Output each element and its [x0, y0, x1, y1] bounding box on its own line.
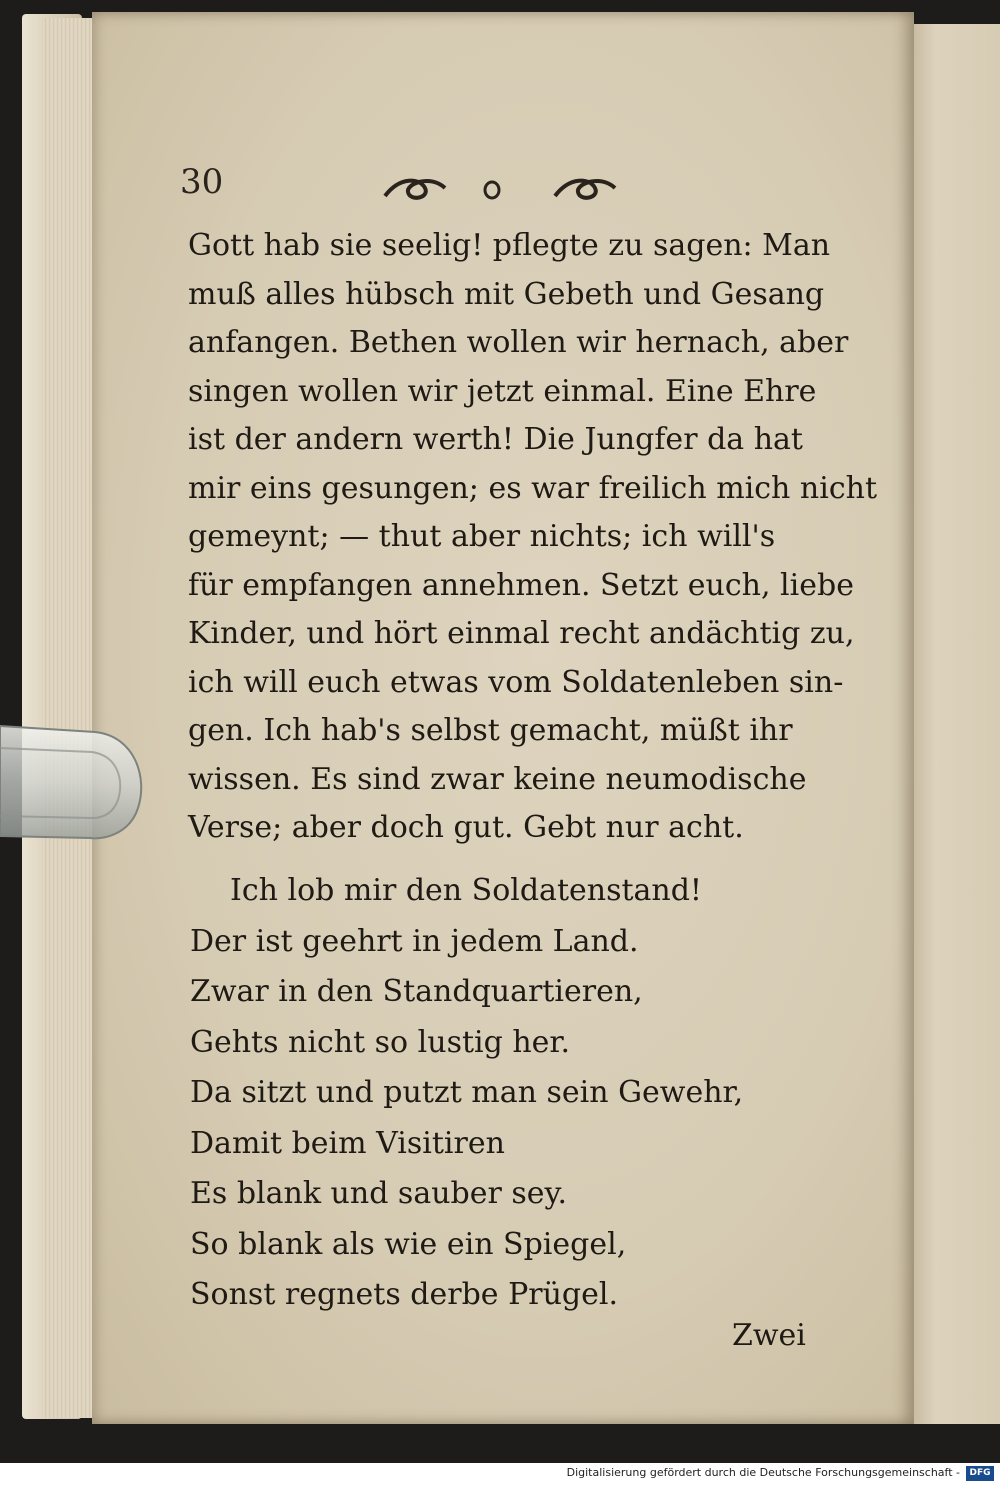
- verse-line: Gehts nicht so lustig her.: [190, 1024, 571, 1060]
- prose-line: ich will euch etwas vom Soldatenleben sin-: [188, 664, 844, 700]
- verse-line: Ich lob mir den Soldatenstand!: [230, 873, 702, 908]
- page-clip-icon: [0, 718, 145, 848]
- dfg-logo: DFG: [966, 1466, 994, 1481]
- prose-text: [188, 222, 878, 853]
- verse-line: So blank als wie ein Spiegel,: [190, 1226, 627, 1262]
- prose-line: anfangen. Bethen wollen wir hernach, aber: [188, 325, 849, 360]
- prose-line: wissen. Es sind zwar keine neumodische: [188, 761, 807, 797]
- prose-line: ist der andern werth! Die Jungfer da hat: [188, 422, 803, 457]
- book-edge-right: [908, 24, 1000, 1424]
- prose-line: Gott hab sie seelig! pflegte zu sagen: Man: [188, 228, 831, 263]
- verse-line: Damit beim Visitiren: [190, 1125, 505, 1161]
- prose-line: Kinder, und hört einmal recht andächtig zu,: [188, 616, 855, 651]
- prose-line: muß alles hübsch mit Gebeth und Gesang: [188, 276, 825, 312]
- verse-line: Es blank und sauber sey.: [190, 1176, 568, 1211]
- catchword: Zwei: [732, 1318, 806, 1353]
- page-header: [180, 160, 640, 210]
- prose-line: Verse; aber doch gut. Gebt nur acht.: [188, 810, 744, 845]
- verse-line: Da sitzt und putzt man sein Gewehr,: [190, 1075, 744, 1110]
- verse-line: Zwar in den Standquartieren,: [190, 974, 643, 1009]
- ornament-icon: [380, 168, 620, 208]
- prose-line: für empfangen annehmen. Setzt euch, liebe: [188, 567, 854, 603]
- footer-bar: [0, 1463, 1000, 1485]
- verse-line: Sonst regnets derbe Prügel.: [190, 1277, 619, 1312]
- prose-line: mir eins gesungen; es war freilich mich nicht: [188, 470, 878, 506]
- prose-line: gen. Ich hab's selbst gemacht, müßt ihr: [188, 713, 793, 748]
- verse-line: Der ist geehrt in jedem Land.: [190, 923, 639, 959]
- prose-line: singen wollen wir jetzt einmal. Eine Ehre: [188, 373, 817, 409]
- page-number: 30: [180, 162, 224, 202]
- prose-line: gemeynt; — thut aber nichts; ich will's: [188, 519, 776, 554]
- verse-text: [190, 866, 810, 1321]
- footer-credit: Digitalisierung gefördert durch die Deutsche Forschungsgemeinschaft -: [566, 1466, 960, 1479]
